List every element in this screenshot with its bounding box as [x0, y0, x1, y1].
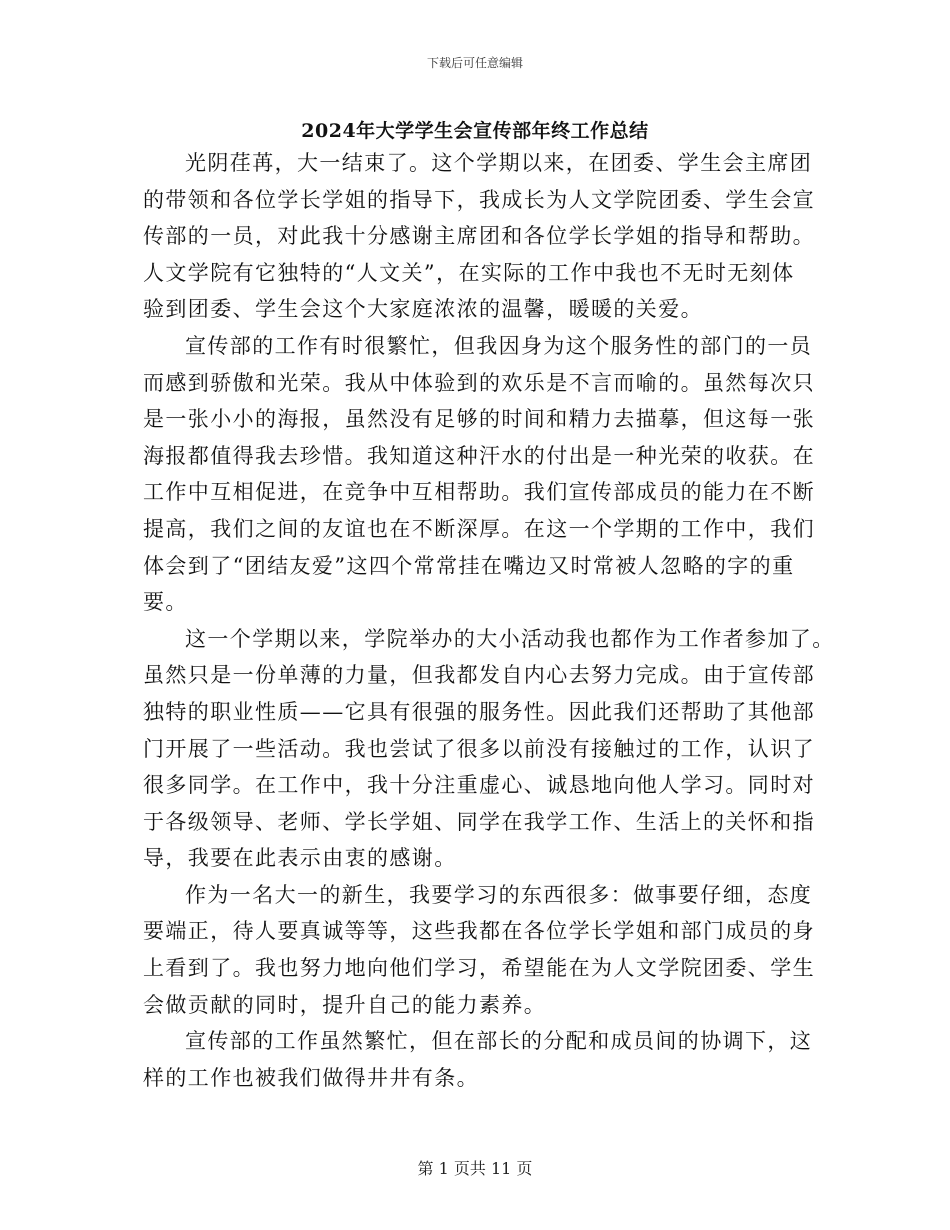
- paragraph-line: 提高，我们之间的友谊也在不断深厚。在这一个学期的工作中，我们: [143, 516, 815, 541]
- paragraph-1: [143, 145, 815, 328]
- paragraph-line: 光阴荏苒，大一结束了。这个学期以来，在团委、学生会主席团: [185, 151, 813, 175]
- page-footer-page-number: 第 1 页共 11 页: [417, 1159, 533, 1178]
- paragraph-line: 是一张小小的海报，虽然没有足够的时间和精力去描摹，但这每一张: [143, 407, 815, 432]
- paragraph-4: [143, 877, 815, 1023]
- paragraph-line: 样的工作也被我们做得井井有条。: [143, 1065, 479, 1090]
- paragraph-line: 体会到了“团结友爱”这四个常常挂在嘴边又时常被人忽略的字的重: [143, 553, 795, 578]
- paragraph-line: 独特的职业性质——它具有很强的服务性。因此我们还帮助了其他部: [143, 699, 815, 724]
- paragraph-line: 上看到了。我也努力地向他们学习，希望能在为人文学院团委、学生: [143, 956, 815, 981]
- paragraph-line: 要端正，待人要真诚等等，这些我都在各位学长学姐和部门成员的身: [143, 919, 815, 944]
- paragraph-line: 要。: [143, 590, 188, 615]
- paragraph-line: 工作中互相促进，在竞争中互相帮助。我们宣传部成员的能力在不断: [143, 480, 815, 505]
- paragraph-line: 于各级领导、老师、学长学姐、同学在我学工作、生活上的关怀和指: [143, 809, 815, 834]
- paragraph-line: 人文学院有它独特的“人文关”，在实际的工作中我也不无时无刻体: [143, 260, 795, 285]
- paragraph-line: 这一个学期以来，学院举办的大小活动我也都作为工作者参加了。: [185, 626, 835, 651]
- paragraph-2: [143, 328, 815, 621]
- paragraph-line: 很多同学。在工作中，我十分注重虚心、诚恳地向他人学习。同时对: [143, 773, 815, 798]
- paragraph-line: 而感到骄傲和光荣。我从中体验到的欢乐是不言而喻的。虽然每次只: [143, 370, 815, 395]
- paragraph-line: 宣传部的工作虽然繁忙，但在部长的分配和成员间的协调下，这: [185, 1029, 813, 1054]
- document-title: 2024年大学学生会宣传部年终工作总结: [301, 120, 649, 142]
- paragraph-line: 海报都值得我去珍惜。我知道这种汗水的付出是一种光荣的收获。在: [143, 443, 815, 468]
- paragraph-line: 验到团委、学生会这个大家庭浓浓的温馨，暖暖的关爱。: [143, 297, 703, 322]
- paragraph-line: 导，我要在此表示由衷的感谢。: [143, 846, 457, 871]
- document-body: [143, 145, 835, 1096]
- paragraph-line: 虽然只是一份单薄的力量，但我都发自内心去努力完成。由于宣传部: [143, 663, 815, 688]
- paragraph-5: [143, 1023, 813, 1096]
- paragraph-line: 的带领和各位学长学姐的指导下，我成长为人文学院团委、学生会宣: [143, 187, 815, 212]
- paragraph-line: 传部的一员，对此我十分感谢主席团和各位学长学姐的指导和帮助。: [143, 224, 815, 249]
- paragraph-line: 作为一名大一的新生，我要学习的东西很多：做事要仔细，态度: [185, 882, 813, 907]
- page-header-note: 下载后可任意编辑: [426, 56, 523, 70]
- paragraph-line: 门开展了一些活动。我也尝试了很多以前没有接触过的工作，认识了: [143, 736, 815, 761]
- paragraph-3: [143, 621, 835, 877]
- paragraph-line: 宣传部的工作有时很繁忙，但我因身为这个服务性的部门的一员: [185, 333, 813, 358]
- paragraph-line: 会做贡献的同时，提升自己的能力素养。: [143, 992, 547, 1017]
